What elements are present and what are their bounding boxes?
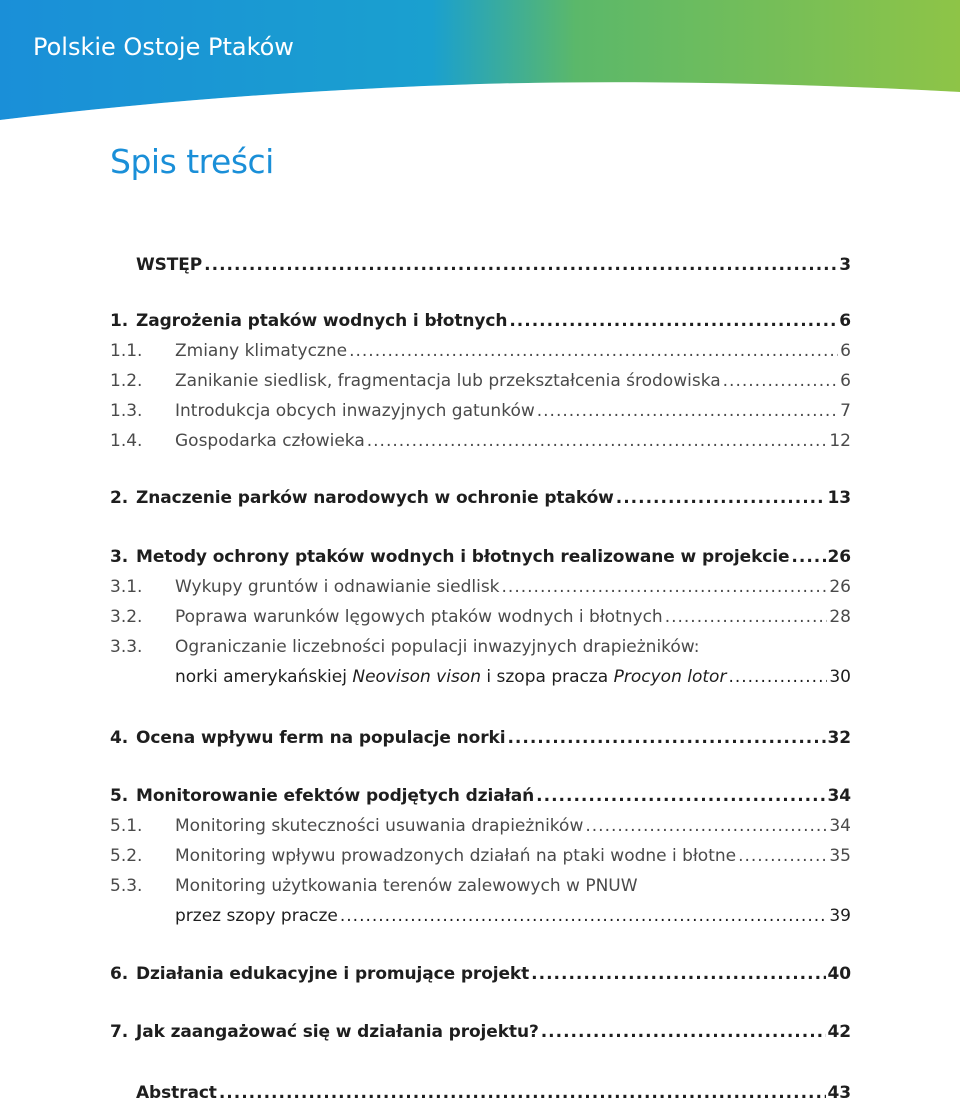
toc-leader-dots — [204, 253, 837, 277]
toc-entry-title: Monitoring wpływu prowadzonych działań na ptaki wodne i błotne — [175, 846, 737, 866]
toc-leader-dots — [367, 429, 828, 453]
toc-entry-title: Monitoring użytkowania terenów zalewowych w PNUW — [175, 876, 638, 896]
toc-page-number: 35 — [829, 846, 851, 866]
toc-entry[interactable] — [110, 726, 851, 750]
toc-leader-dots — [531, 962, 825, 986]
toc-leader-dots — [723, 369, 839, 393]
toc-entry-number: 1.4. — [110, 431, 143, 451]
toc-entry[interactable] — [110, 1020, 851, 1044]
toc-entry-title: Ograniczanie liczebności populacji inwazyjnych drapieżników: — [175, 637, 700, 657]
toc-leader-dots — [616, 486, 826, 510]
toc-page-number: 43 — [827, 1083, 851, 1103]
page-title: Spis treści — [110, 142, 274, 181]
toc-entry[interactable] — [110, 486, 851, 510]
toc-page-number: 6 — [840, 371, 851, 391]
toc-leader-dots — [507, 726, 825, 750]
toc-page-number: 39 — [829, 906, 851, 926]
toc-entry-number: 3.1. — [110, 577, 143, 597]
toc-entry-number: 1.2. — [110, 371, 143, 391]
toc-page-number: 7 — [840, 401, 851, 421]
toc-entry-number: 6. — [110, 964, 129, 984]
toc-entry-number: 5. — [110, 786, 129, 806]
toc-page-number: 6 — [839, 311, 851, 331]
toc-entry[interactable] — [110, 369, 851, 393]
toc-entry-title: Zmiany klimatyczne — [175, 341, 348, 361]
toc-entry[interactable] — [110, 962, 851, 986]
toc-entry-number: 1.1. — [110, 341, 143, 361]
toc-entry-number: 4. — [110, 728, 129, 748]
toc-leader-dots — [541, 1020, 826, 1044]
toc-leader-dots — [509, 309, 837, 333]
toc-entry-number: 5.3. — [110, 876, 143, 896]
toc-leader-dots — [728, 665, 827, 689]
toc-entry[interactable] — [110, 429, 851, 453]
toc-entry[interactable] — [110, 904, 851, 928]
toc-leader-dots — [791, 545, 825, 569]
toc-leader-dots — [738, 844, 827, 868]
toc-page-number: 6 — [840, 341, 851, 361]
toc-page-number: 26 — [829, 577, 851, 597]
toc-entry-title: Introdukcja obcych inwazyjnych gatunków — [175, 401, 535, 421]
toc-entry-number: 3. — [110, 547, 129, 567]
toc-page-number: 3 — [839, 255, 851, 275]
toc-leader-dots — [536, 784, 825, 808]
toc-entry-title: Gospodarka człowieka — [175, 431, 365, 451]
toc-page-number: 40 — [827, 964, 851, 984]
toc-leader-dots — [349, 339, 838, 363]
toc-entry-number: 3.2. — [110, 607, 143, 627]
toc-entry[interactable] — [110, 253, 851, 277]
toc-page-number: 32 — [827, 728, 851, 748]
toc-entry[interactable] — [110, 814, 851, 838]
toc-page-number: 12 — [829, 431, 851, 451]
toc-entry-title: Ocena wpływu ferm na populacje norki — [136, 728, 506, 748]
toc-entry[interactable] — [110, 575, 851, 599]
toc-leader-dots — [537, 399, 838, 423]
toc-entry-title: Wykupy gruntów i odnawianie siedlisk — [175, 577, 500, 597]
banner-graphic — [0, 0, 960, 122]
toc-entry[interactable] — [110, 784, 851, 808]
toc-leader-dots — [219, 1081, 826, 1105]
toc-entry-number: 5.2. — [110, 846, 143, 866]
toc-entry[interactable] — [110, 309, 851, 333]
toc-entry[interactable] — [110, 844, 851, 868]
toc-page-number: 13 — [827, 488, 851, 508]
toc-entry-title: Zanikanie siedlisk, fragmentacja lub przekształcenia środowiska — [175, 371, 721, 391]
toc-entry[interactable] — [110, 874, 851, 898]
species-name: Procyon lotor — [613, 667, 727, 687]
toc-entry-title: Znaczenie parków narodowych w ochronie ptaków — [136, 488, 614, 508]
toc-entry-title: przez szopy pracze — [175, 906, 338, 926]
toc-page-number: 30 — [829, 667, 851, 687]
toc-entry-number: 1.3. — [110, 401, 143, 421]
toc-entry-title: Zagrożenia ptaków wodnych i błotnych — [136, 311, 508, 331]
toc-entry-number: 5.1. — [110, 816, 143, 836]
toc-entry-title: Monitorowanie efektów podjętych działań — [136, 786, 535, 806]
toc-entry[interactable] — [110, 399, 851, 423]
toc-entry[interactable] — [110, 605, 851, 629]
toc-page-number: 34 — [827, 786, 851, 806]
toc-leader-dots — [502, 575, 828, 599]
toc-entry-title: Poprawa warunków lęgowych ptaków wodnych i błotnych — [175, 607, 663, 627]
toc-leader-dots — [585, 814, 827, 838]
toc-page-number: 42 — [827, 1022, 851, 1042]
toc-entry-title: Jak zaangażować się w działania projektu? — [136, 1022, 539, 1042]
toc-text-part: norki amerykańskiej — [175, 667, 353, 687]
toc-page-number: 26 — [827, 547, 851, 567]
banner-title: Polskie Ostoje Ptaków — [33, 33, 294, 61]
toc-text-part: i szopa pracza — [481, 667, 614, 687]
toc-entry-number: 1. — [110, 311, 129, 331]
toc-entry-title: Monitoring skuteczności usuwania drapieżników — [175, 816, 584, 836]
toc-entry-number: 3.3. — [110, 637, 143, 657]
toc-entry[interactable] — [110, 339, 851, 363]
toc-entry-number: 7. — [110, 1022, 129, 1042]
species-name: Neovison vison — [352, 667, 481, 687]
toc-page-number: 34 — [829, 816, 851, 836]
toc-leader-dots — [340, 904, 828, 928]
toc-entry-title: WSTĘP — [136, 255, 203, 275]
toc-entry-title: Metody ochrony ptaków wodnych i błotnych realizowane w projekcie — [136, 547, 790, 567]
toc-entry-number: 2. — [110, 488, 129, 508]
toc-entry[interactable] — [110, 635, 851, 659]
toc-entry[interactable] — [110, 665, 851, 689]
toc-entry[interactable] — [110, 1081, 851, 1105]
toc-entry-title — [175, 665, 726, 689]
toc-entry-title: Abstract — [136, 1083, 217, 1103]
toc-page-number: 28 — [829, 607, 851, 627]
toc-entry[interactable] — [110, 545, 851, 569]
toc-entry-title: Działania edukacyjne i promujące projekt — [136, 964, 530, 984]
toc-leader-dots — [665, 605, 828, 629]
header-banner — [0, 0, 960, 122]
